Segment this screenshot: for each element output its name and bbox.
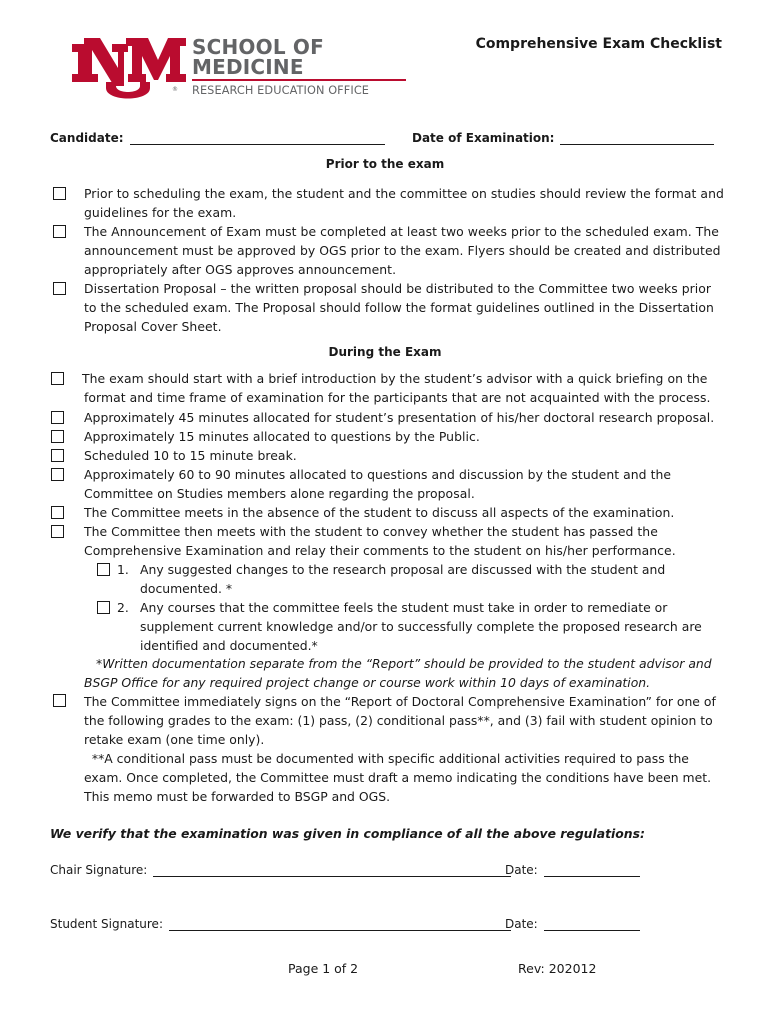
during-item-text: The Committee meets in the absence of the student to discuss all aspects of the examination.	[84, 505, 675, 520]
conditional-line: exam. Once completed, the Committee must draft a memo indicating the conditions have been met.	[84, 770, 712, 785]
sub-item-text: documented. *	[140, 581, 233, 596]
during-item-checkbox[interactable]	[51, 411, 64, 424]
prior-item-checkbox[interactable]	[53, 282, 66, 295]
during-heading: During the Exam	[328, 345, 442, 359]
sub-item-text: Any courses that the committee feels the student must take in order to remediate or	[140, 600, 668, 615]
conditional-line: **A conditional pass must be documented with specific additional activities required to pass the	[84, 751, 689, 766]
student-date-row	[505, 917, 640, 931]
exam-date-label: Date of Examination:	[412, 131, 555, 145]
during-item-text: format and time frame of examination for the participants that are not acquainted with the process.	[84, 390, 711, 405]
logo-research-education-office: RESEARCH EDUCATION OFFICE	[192, 84, 370, 97]
student-signature-label: Student Signature:	[50, 917, 163, 931]
during-item-text: Comprehensive Examination and relay their comments to the student on his/her performance.	[84, 543, 676, 558]
prior-item-text: to the scheduled exam. The Proposal should follow the format guidelines outlined in the Dissertation	[84, 300, 714, 315]
sub-item-text: identified and documented.*	[140, 638, 318, 653]
sub-item-text: supplement current knowledge and/or to successfully complete the proposed research are	[140, 619, 702, 634]
logo-divider	[192, 79, 406, 81]
page-number: Page 1 of 2	[288, 961, 359, 976]
logo-medicine: MEDICINE	[192, 55, 304, 79]
chair-signature-row	[50, 863, 511, 877]
during-item-text: The Committee then meets with the student to convey whether the student has passed the	[84, 524, 658, 539]
chair-signature-line[interactable]	[153, 863, 511, 877]
final-item-text: retake exam (one time only).	[84, 732, 265, 747]
chair-date-line[interactable]	[544, 863, 640, 877]
sub-item-number: 1.	[117, 562, 129, 577]
prior-item-checkbox[interactable]	[53, 187, 66, 200]
candidate-label: Candidate:	[50, 131, 124, 145]
conditional-line: This memo must be forwarded to BSGP and OGS.	[84, 789, 391, 804]
during-item-checkbox[interactable]	[51, 468, 64, 481]
during-item-checkbox[interactable]	[51, 372, 64, 385]
during-item-text: Scheduled 10 to 15 minute break.	[84, 448, 297, 463]
during-item-checkbox[interactable]	[51, 506, 64, 519]
document-title: Comprehensive Exam Checklist	[475, 36, 722, 52]
during-item-checkbox[interactable]	[51, 525, 64, 538]
prior-item-text: guidelines for the exam.	[84, 205, 237, 220]
exam-date-field	[412, 131, 714, 145]
chair-date-label: Date:	[505, 863, 538, 877]
exam-date-input-line[interactable]	[560, 131, 714, 145]
candidate-input-line[interactable]	[130, 131, 385, 145]
during-item-text: Committee on Studies members alone regarding the proposal.	[84, 486, 475, 501]
candidate-field	[50, 131, 385, 145]
during-item-checkbox[interactable]	[51, 430, 64, 443]
chair-date-row	[505, 863, 640, 877]
sub-item-number: 2.	[117, 600, 129, 615]
prior-item-text: Prior to scheduling the exam, the student and the committee on studies should review the format and	[84, 186, 724, 201]
student-signature-line[interactable]	[169, 917, 511, 931]
prior-item-text: Proposal Cover Sheet.	[84, 319, 222, 334]
during-item-text: Approximately 15 minutes allocated to questions by the Public.	[84, 429, 480, 444]
registered-mark: ®	[172, 86, 178, 93]
verification-statement: We verify that the examination was given in compliance of all the above regulations:	[50, 826, 645, 841]
sub-item-text: Any suggested changes to the research proposal are discussed with the student and	[140, 562, 666, 577]
sub-item-checkbox[interactable]	[97, 601, 110, 614]
prior-item-text: appropriately after OGS approves announcement.	[84, 262, 397, 277]
chair-signature-label: Chair Signature:	[50, 863, 148, 877]
final-item-text: the following grades to the exam: (1) pass, (2) conditional pass**, and (3) fail with student opinion to	[84, 713, 713, 728]
revision: Rev: 202012	[518, 961, 597, 976]
student-date-label: Date:	[505, 917, 538, 931]
sub-item-checkbox[interactable]	[97, 563, 110, 576]
logo-school-of: SCHOOL OF	[192, 35, 324, 59]
note-line: BSGP Office for any required project change or course work within 10 days of examination.	[84, 675, 651, 690]
final-item-text: The Committee immediately signs on the “Report of Doctoral Comprehensive Examination” for one of	[84, 694, 716, 709]
prior-item-text: Dissertation Proposal – the written proposal should be distributed to the Committee two weeks prior	[84, 281, 712, 296]
student-signature-row	[50, 917, 511, 931]
during-item-text: Approximately 60 to 90 minutes allocated to questions and discussion by the student and the	[84, 467, 672, 482]
prior-heading: Prior to the exam	[325, 157, 445, 171]
prior-item-text: announcement must be approved by OGS prior to the exam. Flyers should be created and distributed	[84, 243, 721, 258]
student-date-line[interactable]	[544, 917, 640, 931]
unm-logo	[70, 30, 186, 100]
prior-item-text: The Announcement of Exam must be completed at least two weeks prior to the scheduled exam. The	[84, 224, 719, 239]
final-item-checkbox[interactable]	[53, 694, 66, 707]
note-line: *Written documentation separate from the “Report” should be provided to the student advisor and	[96, 656, 712, 671]
during-item-text: The exam should start with a brief introduction by the student’s advisor with a quick briefing on the	[82, 371, 708, 386]
prior-item-checkbox[interactable]	[53, 225, 66, 238]
during-item-checkbox[interactable]	[51, 449, 64, 462]
during-item-text: Approximately 45 minutes allocated for student’s presentation of his/her doctoral research proposal.	[84, 410, 715, 425]
